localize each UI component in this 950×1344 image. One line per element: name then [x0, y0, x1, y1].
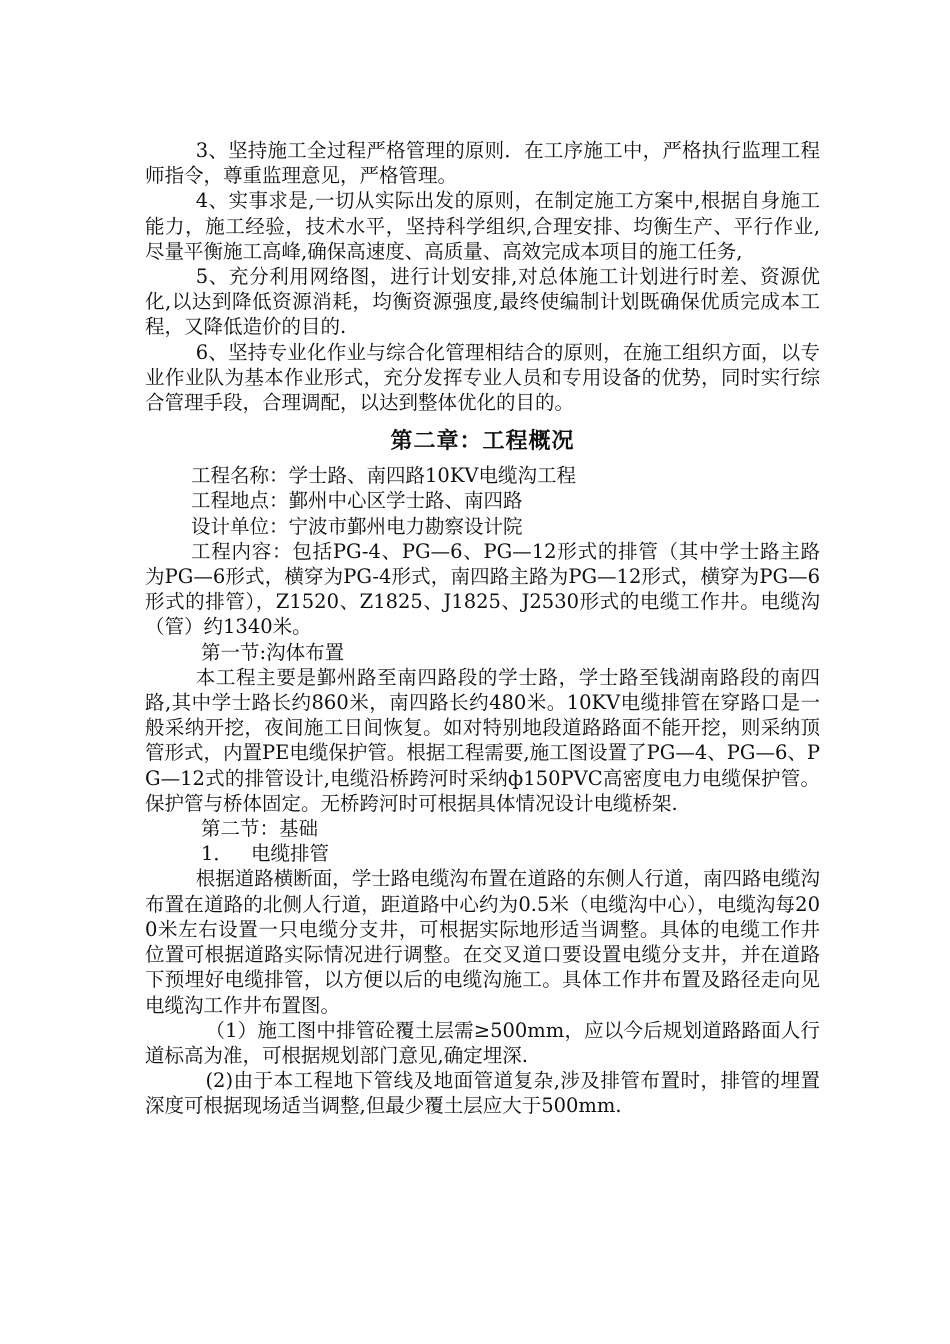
section-1-body: 本工程主要是鄞州路至南四路段的学士路，学士路至钱湖南路段的南四路,其中学士路长约860米，南四路长约480米。10KV电缆排管在穿路口是一般采纳开挖，夜间施工日间恢复。如对特别地段道路路面不能开挖，则采纳顶管形式，内置PE电缆保护管。根据工程需要,施工图设置了PG—4、PG—6、PG—12式的排管设计,电缆沿桥跨河时采纳ф150PVC高密度电力电缆保护管。保护管与桥体固定。无桥跨河时可根据具体情况设计电缆桥架. — [145, 665, 820, 815]
chapter-title: 第二章：工程概况 — [390, 428, 575, 455]
document-page — [145, 138, 820, 1119]
principle-4: 4、实事求是,一切从实际出发的原则，在制定施工方案中,根据自身施工能力，施工经验，技术水平，坚持科学组织,合理安排、均衡生产、平行作业,尽量平衡施工高峰,确保高速度、高质量、高效完成本项目的施工任务, — [145, 189, 820, 263]
project-designer: 设计单位：宁波市鄞州电力勘察设计院 — [191, 514, 523, 538]
section-2-note-1: （1）施工图中排管砼覆土层需≥500mm，应以今后规划道路路面人行道标高为准，可根据规划部门意见,确定埋深. — [145, 1018, 820, 1067]
principle-6: 6、坚持专业化作业与综合化管理相结合的原则，在施工组织方面，以专业作业队为基本作业形式，充分发挥专业人员和专用设备的优势，同时实行综合管理手段，合理调配，以达到整体优化的目的。 — [145, 340, 820, 415]
item-label: 电缆排管 — [251, 842, 330, 866]
principle-5: 5、充分利用网络图，进行计划安排,对总体施工计划进行时差、资源优化,以达到降低资源消耗，均衡资源强度,最终使编制计划既确保优质完成本工程，又降低造价的目的. — [145, 265, 820, 339]
project-location: 工程地点：鄞州中心区学士路、南四路 — [191, 489, 523, 513]
project-content: 工程内容：包括PG-4、PG—6、PG—12形式的排管（其中学士路主路为PG—6形式，横穿为PG-4形式，南四路主路为PG—12形式，横穿为PG—6形式的排管），Z1520、Z1825、J1825、J2530形式的电缆工作井。电缆沟（管）约1340米。 — [145, 539, 820, 639]
section-1-title: 第一节:沟体布置 — [201, 640, 345, 664]
section-2-body: 根据道路横断面，学士路电缆沟布置在道路的东侧人行道，南四路电缆沟布置在道路的北侧人行道，距道路中心约为0.5米（电缆沟中心），电缆沟每200米左右设置一只电缆分支井，可根据实际地形适当调整。具体的电缆工作井位置可根据道路实际情况进行调整。在交叉道口要设置电缆分支井，并在道路下预埋好电缆排管，以方便以后的电缆沟施工。具体工作井布置及路径走向见电缆沟工作井布置图。 — [145, 867, 820, 1017]
principle-3: 3、坚持施工全过程严格管理的原则．在工序施工中，严格执行监理工程师指令，尊重监理意见，严格管理。 — [145, 139, 820, 188]
project-name: 工程名称：学士路、南四路10KV电缆沟工程 — [191, 464, 576, 488]
section-2-title: 第二节：基础 — [201, 817, 319, 841]
section-2-item — [145, 841, 820, 866]
item-number: 1． — [201, 842, 233, 866]
section-2-note-2: (2)由于本工程地下管线及地面管道复杂,涉及排管布置时，排管的埋置深度可根据现场适当调整,但最少覆土层应大于500mm. — [145, 1069, 820, 1118]
